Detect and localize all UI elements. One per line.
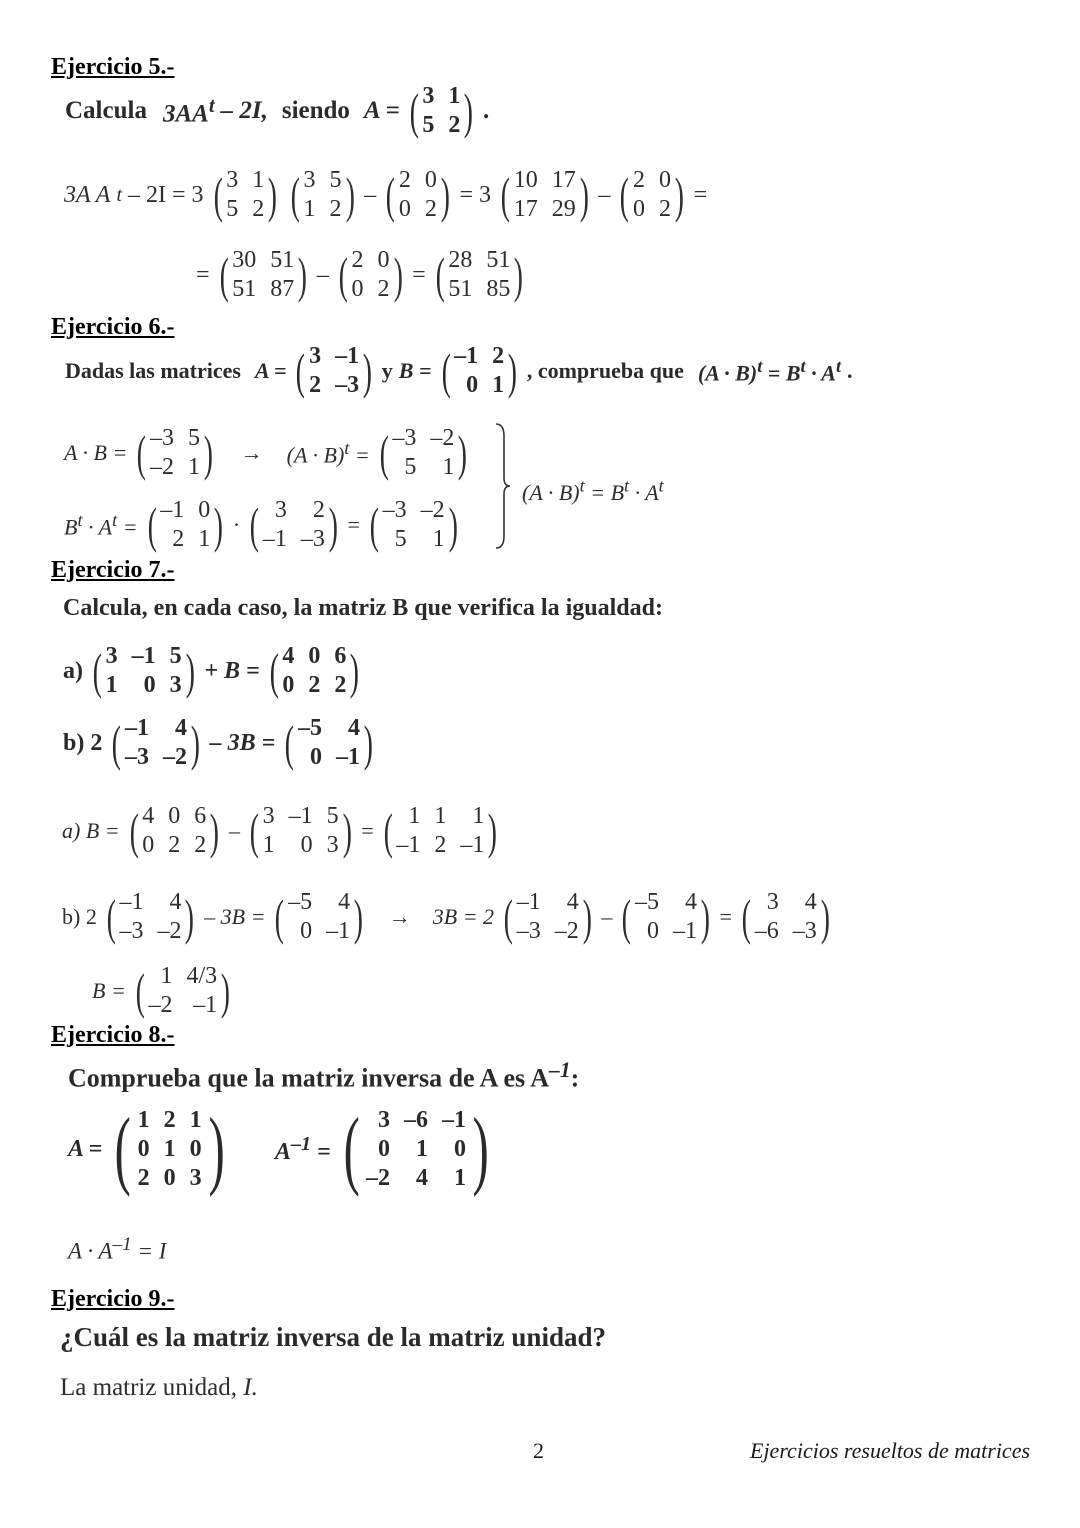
matrix-cell: 51 bbox=[486, 247, 511, 273]
ex8-solution: $A \cdot A^{-1} = I$ bbox=[68, 1234, 167, 1264]
right-paren: ) bbox=[185, 643, 195, 699]
ex8-statement: Comprueba que la matriz inversa de A es $A^{-1}$: bbox=[68, 1058, 580, 1093]
left-paren: ( bbox=[269, 643, 279, 699]
matrix-cell: –1 bbox=[673, 918, 698, 944]
left-paren: ( bbox=[338, 247, 348, 303]
matrix-cell: 0 bbox=[398, 196, 411, 222]
ex6-AB bbox=[133, 422, 216, 484]
right-paren: ) bbox=[458, 425, 468, 481]
matrix-cell: 4 bbox=[804, 889, 817, 915]
right-paren: ) bbox=[674, 167, 684, 223]
matrix-cell: 4 bbox=[169, 889, 182, 915]
ex5-m5 bbox=[616, 164, 687, 226]
matrix-cell: –2 bbox=[149, 454, 174, 480]
matrix-cell: 5 bbox=[404, 454, 417, 480]
matrix-cell: 1 bbox=[252, 167, 265, 193]
matrix-cell: –1 bbox=[119, 889, 144, 915]
matrix-cell: 3 bbox=[262, 803, 275, 829]
ex7-part-a: a) ( 3 –1 5 1 0 3 ) + B = ( 4 0 6 0 2 2 ) bbox=[63, 640, 363, 702]
left-paren: ( bbox=[249, 497, 260, 553]
matrix-cell: 3 bbox=[378, 1107, 390, 1133]
matrix-cell: 0 bbox=[168, 803, 181, 829]
ex6-matrix-B bbox=[438, 340, 521, 402]
matrix-cell: –1 bbox=[396, 832, 421, 858]
matrix-cell: 1 bbox=[454, 1165, 466, 1191]
matrix-cell: –2 bbox=[420, 497, 445, 523]
right-paren: ) bbox=[514, 247, 524, 303]
matrix-cell: 51 bbox=[232, 276, 257, 302]
right-paren: ) bbox=[464, 83, 474, 139]
matrix-cell: 2 bbox=[168, 832, 181, 858]
ex7-a-m1 bbox=[89, 640, 198, 702]
matrix-cell: 2 bbox=[309, 372, 322, 398]
matrix-cell: 2 bbox=[172, 526, 185, 552]
matrix-cell: 0 bbox=[300, 832, 313, 858]
matrix-cell: 2 bbox=[163, 1107, 176, 1133]
ex7-sb-m4 bbox=[618, 886, 713, 948]
left-paren: ( bbox=[383, 803, 393, 859]
left-paren: ( bbox=[343, 1100, 360, 1198]
matrix-cell: 29 bbox=[551, 196, 576, 222]
left-paren: ( bbox=[285, 715, 295, 771]
matrix-cell: –2 bbox=[148, 992, 173, 1018]
matrix-cell: 3 bbox=[766, 889, 779, 915]
matrix-cell: 2 bbox=[659, 196, 671, 222]
ex5-m2 bbox=[287, 164, 358, 226]
matrix-cell: 5 bbox=[422, 112, 435, 138]
matrix-cell: 1 bbox=[105, 672, 118, 698]
matrix-cell: 0 bbox=[137, 1136, 150, 1162]
ex8-matrix-Ainv bbox=[337, 1100, 496, 1198]
matrix-cell: 0 bbox=[377, 247, 390, 273]
matrix-cell: 2 bbox=[377, 276, 390, 302]
right-paren: ) bbox=[507, 343, 518, 399]
ex7-solution-a: a) B = ( 4 0 6 0 2 2 ) – ( 3 –1 5 1 0 3 ) = ( 1 1 1 –1 2 –1 ) bbox=[62, 800, 501, 862]
matrix-cell: 2 bbox=[434, 832, 447, 858]
matrix-cell: 0 bbox=[142, 832, 155, 858]
matrix-cell: 3 bbox=[422, 83, 435, 109]
matrix-cell: 1 bbox=[137, 1107, 150, 1133]
ex8-matrices: A = ( 1 2 1 0 1 0 2 0 3 ) $A^{-1}$ = ( 3 –6 –1 0 1 0 –2 4 1 ) bbox=[68, 1104, 495, 1195]
ex5-m7 bbox=[335, 244, 406, 306]
right-paren: ) bbox=[440, 167, 450, 223]
right-paren: ) bbox=[210, 803, 220, 859]
left-paren: ( bbox=[296, 343, 306, 399]
matrix-cell: –1 bbox=[131, 643, 156, 669]
ex6-conclusion: $(A \cdot B)^t = B^t \cdot A^t$ bbox=[522, 476, 664, 506]
left-paren: ( bbox=[137, 425, 147, 481]
matrix-cell: 3 bbox=[309, 343, 322, 369]
matrix-cell: 1 bbox=[492, 372, 505, 398]
right-paren: ) bbox=[362, 343, 373, 399]
matrix-cell: –1 bbox=[125, 715, 149, 741]
matrix-cell: 4 bbox=[142, 803, 155, 829]
ex5-m4 bbox=[497, 164, 592, 226]
matrix-cell: 0 bbox=[466, 372, 479, 398]
ex9-heading: Ejercicio 9.- bbox=[51, 1286, 175, 1312]
matrix-cell: 17 bbox=[513, 196, 538, 222]
matrix-cell: 0 bbox=[308, 643, 321, 669]
matrix-cell: 87 bbox=[270, 276, 295, 302]
matrix-cell: 0 bbox=[143, 672, 156, 698]
right-paren: ) bbox=[582, 889, 592, 945]
matrix-cell: –2 bbox=[366, 1165, 390, 1191]
matrix-cell: 2 bbox=[329, 196, 342, 222]
matrix-cell: –1 bbox=[262, 526, 287, 552]
matrix-cell: 0 bbox=[454, 1136, 466, 1162]
matrix-cell: 4 bbox=[566, 889, 579, 915]
matrix-cell: –1 bbox=[442, 1107, 466, 1133]
ex5-solution-line1: 3A A t – 2I = 3 ( 3 1 5 2 ) ( 3 5 1 2 ) – ( 2 0 0 2 ) = 3 ( 10 17 17 29 ) – ( 2 0 0 2 ) = bbox=[64, 164, 707, 226]
matrix-cell: 1 bbox=[160, 963, 173, 989]
matrix-cell: 3 bbox=[303, 167, 316, 193]
matrix-cell: 2 bbox=[312, 497, 325, 523]
ex9-statement: ¿Cuál es la matriz inversa de la matriz unidad? bbox=[60, 1322, 606, 1352]
ex5-m6 bbox=[216, 244, 311, 306]
left-paren: ( bbox=[219, 247, 229, 303]
matrix-cell: 1 bbox=[442, 454, 455, 480]
matrix-cell: 5 bbox=[169, 643, 182, 669]
matrix-cell: 1 bbox=[262, 832, 275, 858]
matrix-cell: 5 bbox=[329, 167, 342, 193]
ex9-solution: La matriz unidad, I. bbox=[60, 1374, 258, 1401]
ex7-solution-B: B = ( 1 4/3 –2 –1 ) bbox=[92, 960, 234, 1022]
right-paren: ) bbox=[328, 497, 338, 553]
left-paren: ( bbox=[112, 715, 122, 771]
matrix-cell: –2 bbox=[157, 918, 182, 944]
matrix-cell: –3 bbox=[516, 918, 541, 944]
matrix-cell: –1 bbox=[336, 744, 360, 770]
matrix-cell: –1 bbox=[193, 992, 218, 1018]
matrix-cell: –5 bbox=[635, 889, 660, 915]
matrix-cell: 1 bbox=[198, 526, 211, 552]
matrix-cell: 4 bbox=[348, 715, 360, 741]
matrix-cell: 0 bbox=[647, 918, 660, 944]
matrix-cell: 0 bbox=[633, 196, 645, 222]
matrix-cell: 4 bbox=[416, 1165, 428, 1191]
matrix-cell: 0 bbox=[163, 1165, 176, 1191]
matrix-cell: –1 bbox=[326, 918, 351, 944]
matrix-cell: 0 bbox=[189, 1136, 202, 1162]
right-paren: ) bbox=[448, 497, 458, 553]
ex7-heading: Ejercicio 7.- bbox=[51, 557, 175, 583]
matrix-cell: 4/3 bbox=[186, 963, 218, 989]
ex5-heading: Ejercicio 5.- bbox=[51, 54, 175, 80]
ex6-result bbox=[366, 494, 461, 556]
matrix-cell: 0 bbox=[659, 167, 671, 193]
ex7-sa-m1 bbox=[126, 800, 223, 862]
ex5-statement: Calcula $3AA^t$ – 2I, siendo A = ( 3 1 5 2 ) . bbox=[65, 80, 489, 142]
left-paren: ( bbox=[369, 497, 379, 553]
matrix-cell: 2 bbox=[137, 1165, 150, 1191]
right-paren: ) bbox=[185, 889, 195, 945]
right-paren: ) bbox=[363, 715, 373, 771]
left-paren: ( bbox=[441, 343, 451, 399]
matrix-cell: –1 bbox=[335, 343, 360, 369]
matrix-cell: –1 bbox=[288, 803, 313, 829]
matrix-cell: 4 bbox=[338, 889, 351, 915]
ex7-sb-m3 bbox=[500, 886, 595, 948]
matrix-cell: 1 bbox=[187, 454, 200, 480]
matrix-cell: 1 bbox=[416, 1136, 428, 1162]
matrix-cell: 0 bbox=[198, 497, 211, 523]
matrix-cell: –3 bbox=[382, 497, 407, 523]
ex8-matrix-A bbox=[108, 1100, 231, 1198]
matrix-cell: 2 bbox=[492, 343, 505, 369]
left-paren: ( bbox=[385, 167, 396, 223]
matrix-cell: 1 bbox=[303, 196, 316, 222]
matrix-cell: –3 bbox=[149, 425, 174, 451]
matrix-cell: –5 bbox=[298, 715, 322, 741]
right-paren: ) bbox=[393, 247, 403, 303]
left-paren: ( bbox=[503, 889, 513, 945]
ex6-Bt bbox=[144, 494, 227, 556]
ex7-sb-m1 bbox=[103, 886, 198, 948]
matrix-cell: –3 bbox=[125, 744, 149, 770]
matrix-cell: –1 bbox=[160, 497, 185, 523]
right-paren: ) bbox=[579, 167, 589, 223]
matrix-cell: 4 bbox=[175, 715, 187, 741]
ex6-ABt bbox=[376, 422, 471, 484]
ex7-part-b: b) 2 ( –1 4 –3 –2 ) – 3B = ( –5 4 0 –1 ) bbox=[63, 712, 377, 774]
ex6-solution-row1: A · B = ( –3 5 –2 1 ) → $(A \cdot B)^t$ = ( –3 –2 5 1 ) bbox=[64, 422, 471, 484]
left-paren: ( bbox=[249, 803, 259, 859]
matrix-cell: 17 bbox=[551, 167, 576, 193]
left-paren: ( bbox=[435, 247, 445, 303]
left-paren: ( bbox=[409, 83, 419, 139]
ex8-heading: Ejercicio 8.- bbox=[51, 1022, 175, 1048]
matrix-cell: 1 bbox=[408, 803, 421, 829]
ex6-At bbox=[246, 494, 341, 556]
matrix-cell: 2 bbox=[351, 247, 364, 273]
right-paren: ) bbox=[472, 1100, 489, 1198]
matrix-cell: 1 bbox=[189, 1107, 202, 1133]
ex7-a-m2 bbox=[266, 640, 363, 702]
matrix-cell: –1 bbox=[516, 889, 541, 915]
matrix-cell: –2 bbox=[163, 744, 187, 770]
matrix-cell: 1 bbox=[163, 1136, 176, 1162]
matrix-cell: –3 bbox=[300, 526, 325, 552]
left-paren: ( bbox=[106, 889, 116, 945]
matrix-cell: 4 bbox=[685, 889, 698, 915]
left-paren: ( bbox=[622, 889, 632, 945]
ex6-statement: Dadas las matrices A = ( 3 –1 2 –3 ) y B = ( –1 2 0 1 ) , comprueba que $(A \cdot B)^t = B^t \cdot A^t$ . bbox=[65, 340, 853, 402]
ex5-solution-line2: = ( 30 51 51 87 ) – ( 2 0 0 2 ) = ( 28 51 51 85 ) bbox=[196, 244, 527, 306]
matrix-cell: 1 bbox=[432, 526, 445, 552]
matrix-cell: –2 bbox=[554, 918, 579, 944]
matrix-cell: 51 bbox=[270, 247, 295, 273]
left-paren: ( bbox=[620, 167, 630, 223]
matrix-cell: –3 bbox=[119, 918, 144, 944]
page-number: 2 bbox=[533, 1438, 544, 1463]
right-paren: ) bbox=[267, 167, 278, 223]
matrix-cell: 4 bbox=[282, 643, 295, 669]
matrix-cell: 51 bbox=[448, 276, 473, 302]
matrix-cell: 5 bbox=[187, 425, 200, 451]
matrix-cell: 5 bbox=[394, 526, 407, 552]
matrix-cell: –3 bbox=[792, 918, 817, 944]
left-paren: ( bbox=[379, 425, 389, 481]
matrix-cell: –3 bbox=[392, 425, 417, 451]
left-paren: ( bbox=[275, 889, 285, 945]
left-paren: ( bbox=[147, 497, 157, 553]
right-paren: ) bbox=[208, 1100, 225, 1198]
ex5-m1 bbox=[210, 164, 281, 226]
matrix-cell: 0 bbox=[351, 276, 364, 302]
ex5-m8 bbox=[432, 244, 527, 306]
right-paren: ) bbox=[203, 425, 213, 481]
matrix-cell: 6 bbox=[334, 643, 347, 669]
matrix-cell: 0 bbox=[424, 167, 437, 193]
left-paren: ( bbox=[129, 803, 139, 859]
matrix-cell: 2 bbox=[448, 112, 461, 138]
matrix-cell: –6 bbox=[754, 918, 779, 944]
matrix-cell: 85 bbox=[486, 276, 511, 302]
right-paren: ) bbox=[342, 803, 352, 859]
matrix-cell: 2 bbox=[424, 196, 437, 222]
ex7-sa-m3 bbox=[380, 800, 501, 862]
ex5-m3 bbox=[382, 164, 453, 226]
ex6-matrix-A bbox=[292, 340, 375, 402]
matrix-cell: 3 bbox=[326, 832, 339, 858]
ex6-solution-row2: $B^t \cdot A^t$ = ( –1 0 2 1 ) · ( 3 2 –1 –3 ) = ( –3 –2 5 1 ) bbox=[64, 494, 461, 556]
matrix-cell: 3 bbox=[169, 672, 182, 698]
matrix-cell: 5 bbox=[226, 196, 239, 222]
ex7-b-m2 bbox=[281, 712, 376, 774]
matrix-cell: 3 bbox=[189, 1165, 202, 1191]
right-paren: ) bbox=[353, 889, 364, 945]
matrix-cell: 0 bbox=[282, 672, 295, 698]
right-paren: ) bbox=[350, 643, 360, 699]
matrix-cell: 2 bbox=[194, 832, 207, 858]
ex7-sb-m5 bbox=[738, 886, 833, 948]
matrix-cell: 28 bbox=[448, 247, 473, 273]
ex7-sb-m2 bbox=[271, 886, 366, 948]
right-paren: ) bbox=[190, 715, 200, 771]
ex7-b-m1 bbox=[108, 712, 203, 774]
matrix-cell: 1 bbox=[448, 83, 461, 109]
left-paren: ( bbox=[135, 963, 145, 1019]
right-paren: ) bbox=[213, 497, 224, 553]
matrix-cell: 10 bbox=[513, 167, 538, 193]
right-paren: ) bbox=[700, 889, 710, 945]
matrix-cell: 2 bbox=[633, 167, 645, 193]
ex7-sa-m2 bbox=[246, 800, 355, 862]
matrix-cell: 3 bbox=[226, 167, 239, 193]
left-paren: ( bbox=[741, 889, 752, 945]
right-paren: ) bbox=[220, 963, 231, 1019]
matrix-cell: 0 bbox=[310, 744, 322, 770]
right-paren: ) bbox=[488, 803, 498, 859]
matrix-cell: –1 bbox=[454, 343, 479, 369]
matrix-cell: 5 bbox=[326, 803, 339, 829]
matrix-cell: 2 bbox=[334, 672, 347, 698]
ex6-heading: Ejercicio 6.- bbox=[51, 314, 175, 340]
matrix-cell: 2 bbox=[252, 196, 265, 222]
ex7-solution-b: b) 2 ( –1 4 –3 –2 ) – 3B = ( –5 4 0 –1 ) → 3B = 2 ( –1 4 –3 –2 ) – ( –5 4 0 –1 ) = ( 3 4 –6 –3 ) bbox=[62, 886, 833, 948]
matrix-cell: 2 bbox=[308, 672, 321, 698]
matrix-cell: –3 bbox=[335, 372, 360, 398]
matrix-cell: 3 bbox=[105, 643, 118, 669]
left-paren: ( bbox=[213, 167, 223, 223]
matrix-cell: –2 bbox=[430, 425, 455, 451]
matrix-cell: 2 bbox=[398, 167, 411, 193]
ex7-statement: Calcula, en cada caso, la matriz B que verifica la igualdad: bbox=[63, 595, 663, 621]
matrix-cell: –5 bbox=[288, 889, 313, 915]
matrix-cell: 0 bbox=[378, 1136, 390, 1162]
footer-title: Ejercicios resueltos de matrices bbox=[750, 1438, 1031, 1463]
matrix-cell: 3 bbox=[274, 497, 287, 523]
ex5-matrix-A bbox=[406, 80, 477, 142]
right-paren: ) bbox=[820, 889, 830, 945]
ex6-right-brace bbox=[494, 422, 510, 550]
matrix-cell: 6 bbox=[194, 803, 207, 829]
matrix-cell: 1 bbox=[472, 803, 485, 829]
left-paren: ( bbox=[500, 167, 510, 223]
matrix-cell: 30 bbox=[232, 247, 257, 273]
matrix-cell: 0 bbox=[300, 918, 313, 944]
ex7-B-result bbox=[132, 960, 234, 1022]
right-paren: ) bbox=[345, 167, 355, 223]
left-paren: ( bbox=[92, 643, 102, 699]
left-paren: ( bbox=[114, 1100, 132, 1198]
right-paren: ) bbox=[297, 247, 308, 303]
matrix-cell: 1 bbox=[434, 803, 447, 829]
matrix-cell: –1 bbox=[460, 832, 485, 858]
left-paren: ( bbox=[290, 167, 300, 223]
matrix-cell: –6 bbox=[404, 1107, 428, 1133]
